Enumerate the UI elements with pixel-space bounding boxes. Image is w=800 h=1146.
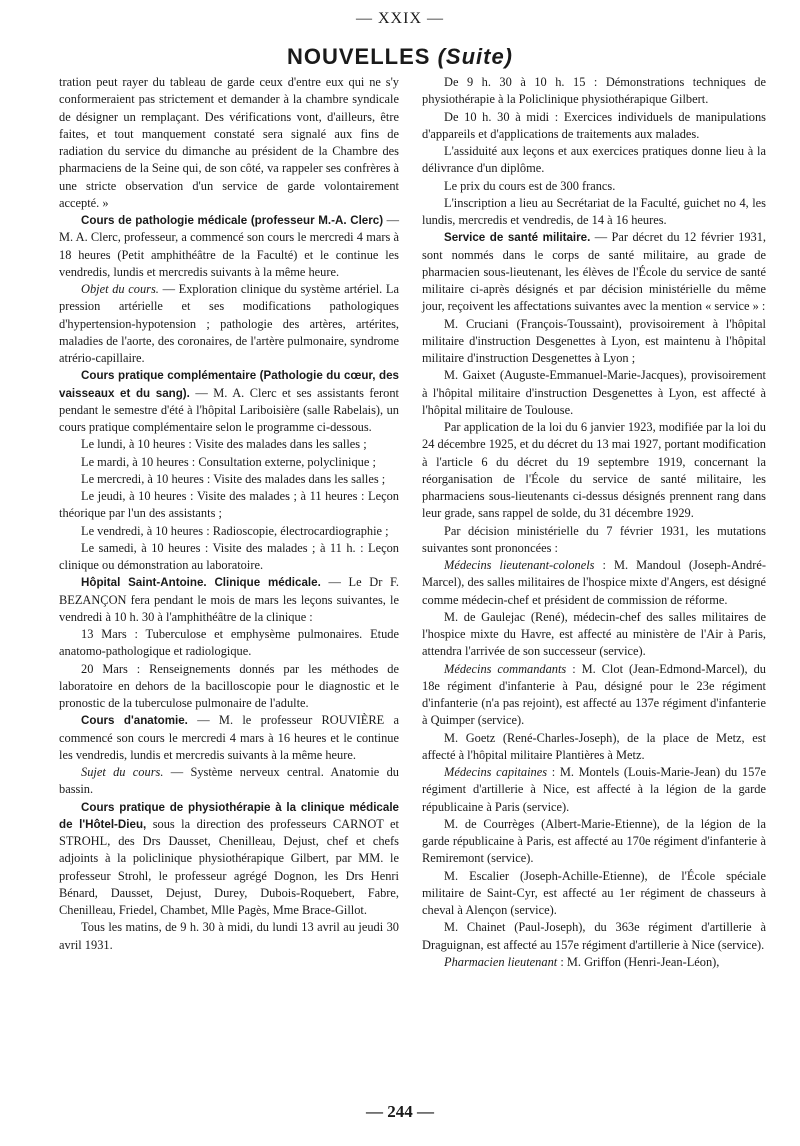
paragraph-text: — Système nerveux central. Anatomie du bassin.	[59, 765, 399, 797]
paragraph	[422, 730, 766, 765]
paragraph	[422, 229, 766, 315]
section-title-main: NOUVELLES	[286, 44, 431, 69]
paragraph	[59, 74, 399, 212]
paragraph	[59, 712, 399, 764]
paragraph-text: : M. Griffon (Henri-Jean-Léon),	[557, 954, 720, 969]
left-column	[59, 74, 399, 954]
paragraph-text: L'assiduité aux leçons et aux exercices pratiques donne lieu à la délivrance d'un diplôme.	[422, 144, 766, 176]
paragraph-text: — Le Dr F. BEZANÇON fera pendant le mois de mars les leçons suivantes, le vendredi à 10 h. 30 à l'amphithéâtre de la clinique :	[59, 575, 399, 624]
paragraph	[59, 523, 399, 540]
paragraph-heading: Cours d'anatomie.	[81, 714, 188, 728]
paragraph-text: M. Chainet (Paul-Joseph), du 363e régiment d'artillerie à Draguignan, est affecté au 157e régiment d'artillerie à Nice (service).	[422, 920, 766, 952]
paragraph-text: L'inscription a lieu au Secrétariat de la Faculté, guichet no 4, les lundis, mercredis et vendredis, de 14 à 16 heures.	[422, 195, 766, 227]
paragraph	[422, 523, 766, 558]
paragraph	[422, 868, 766, 920]
paragraph-text: Le prix du cours est de 300 francs.	[444, 178, 616, 193]
paragraph-text: tration peut rayer du tableau de garde ceux d'entre eux qui ne s'y conformeraient pas strictement et demander à la chambre syndicale de désigner un remplaçant. Des vérifications vont, d'ailleurs, être faites, et tout manquement constaté sera signalé aux fins de radiation du service du dimanche au président de la Chambre des pharmaciens de la Seine qui, de son côté, va rappeler ses confrères à une stricte observation d'un service de garde volontairement accepté. »	[59, 75, 399, 210]
paragraph	[422, 609, 766, 661]
page-number-roman: — XXIX —	[356, 10, 444, 27]
paragraph-text: : M. Montels (Louis-Marie-Jean) du 157e régiment d'artillerie à Nice, est affecté à la légion de la garde républicaine à Paris (service).	[422, 765, 766, 814]
paragraph	[422, 919, 766, 954]
paragraph	[422, 74, 766, 109]
paragraph-italic-lead: Sujet du cours.	[81, 765, 164, 779]
paragraph	[59, 919, 399, 954]
paragraph-text: — M. A. Clerc et ses assistants feront pendant le semestre d'été à l'hôpital Lariboisière (salle Rabelais), un cours pratique complémentaire selon le programme ci-dessous.	[59, 385, 400, 434]
paragraph	[422, 419, 766, 523]
paragraph	[59, 281, 399, 367]
paragraph	[422, 195, 766, 230]
paragraph-italic-lead: Objet du cours.	[81, 282, 159, 296]
paragraph	[422, 557, 766, 609]
paragraph	[59, 799, 399, 920]
paragraph-text: Par application de la loi du 6 janvier 1923, modifiée par la loi du 24 décembre 1925, et du décret du 13 mai 1927, portant modification à l'article 6 du décret du 19 septembre 1919, concernant la réorganisation de l'École du service de santé militaire, les pharmaciens sous-lieutenants ci-dessus désignés prennent rang dans leur grade, sans rappel de solde, du 31 décembre 1929.	[422, 420, 766, 521]
paragraph-text: Le jeudi, à 10 heures : Visite des malades ; à 11 heures : Leçon théorique par l'un des assistants ;	[59, 489, 399, 521]
paragraph-heading: Cours de pathologie médicale (professeur M.-A. Clerc)	[81, 214, 384, 227]
paragraph-text: M. de Courrèges (Albert-Marie-Etienne), de la légion de la garde républicaine à Paris, est affecté au 170e régiment d'infanterie à Remiremont (service).	[422, 816, 766, 866]
paragraph-text: — M. le professeur ROUVIÈRE a commencé son cours le mercredi 4 mars à 16 heures et le continue les vendredis, lundis et mercredis suivants à la même heure.	[59, 713, 399, 762]
paragraph-text: Tous les matins, de 9 h. 30 à midi, du lundi 13 avril au jeudi 30 avril 1931.	[59, 920, 399, 952]
paragraph	[59, 454, 399, 471]
paragraph-text: 20 Mars : Renseignements donnés par les méthodes de laboratoire en dehors de la bacilloscopie pour le diagnostic et le pronostic de la tuberculose pulmonaire de l'adulte.	[59, 661, 399, 710]
paragraph	[422, 661, 766, 730]
right-column	[422, 74, 766, 971]
paragraph	[59, 212, 399, 281]
paragraph-text: Le mercredi, à 10 heures : Visite des malades dans les salles ;	[81, 471, 386, 486]
paragraph	[422, 954, 766, 971]
paragraph-text: — Exploration clinique du système artériel. La pression artérielle et ses modifications pathologiques d'hypertension-hypotension ; pathologie des artères, artérites, maladies de l'aorte, des coronaires, de l'artère pulmonaire, syndrome atrério-capillaire.	[59, 282, 399, 365]
paragraph	[59, 626, 399, 661]
paragraph-text: De 10 h. 30 à midi : Exercices individuels de manipulations d'appareils et d'applications de traitements aux malades.	[422, 109, 766, 141]
paragraph	[59, 436, 399, 453]
paragraph-text: Le lundi, à 10 heures : Visite des malades dans les salles ;	[81, 437, 367, 452]
paragraph	[422, 367, 766, 419]
paragraph-text: : M. Mandoul (Joseph-André-Marcel), des salles militaires de l'hospice mixte d'Angers, est désigné comme médecin-chef et président de commission de réforme.	[422, 558, 766, 607]
paragraph	[59, 471, 399, 488]
paragraph	[59, 574, 399, 626]
paragraph	[59, 661, 399, 713]
paragraph-heading: Hôpital Saint-Antoine. Clinique médicale.	[81, 576, 321, 590]
paragraph-text: : M. Clot (Jean-Edmond-Marcel), du 18e régiment d'infanterie à Pau, désigné pour le 23e régiment d'infanterie (n'a pas rejoint), est affecté au 137e régiment d'infanterie à Quimper (service).	[422, 661, 766, 728]
paragraph-italic-lead: Pharmacien lieutenant	[444, 954, 558, 969]
paragraph-text: 13 Mars : Tuberculose et emphysème pulmonaires. Etude anatomo-pathologique et radiologique.	[59, 627, 399, 659]
section-title	[0, 44, 800, 70]
paragraph	[422, 316, 766, 368]
paragraph-heading: Service de santé militaire.	[444, 231, 591, 245]
paragraph-text: De 9 h. 30 à 10 h. 15 : Démonstrations techniques de physiothérapie à la Policlinique physiothérapique Gilbert.	[422, 75, 766, 107]
paragraph	[422, 764, 766, 816]
paragraph-text: M. Goetz (René-Charles-Joseph), de la place de Metz, est affecté à l'hôpital militaire Plantières à Metz.	[422, 730, 766, 762]
paragraph	[422, 178, 766, 195]
paragraph-text: sous la direction des professeurs CARNOT et STROHL, des Drs Dausset, Chenilleau, Dejust, chef et chefs adjoints à la policlinique physiothérapique Gilbert, par MM. le professeur Strohl, le professeur agrégé Dognon, les Drs Henri Bénard, Dausset, Dejust, Durey, Dubois-Roquebert, Fabre, Chenilleau, Friedel, Chambet, Mlle Pagès, Mme Brace-Gillot.	[59, 816, 399, 917]
paragraph	[422, 143, 766, 178]
paragraph-heading: Cours pratique complémentaire (Pathologie du cœur, des vaisseaux et du sang).	[59, 369, 399, 400]
paragraph-text: M. Gaixet (Auguste-Emmanuel-Marie-Jacques), provisoirement à l'hôpital militaire d'instruction Desgenettes à Lyon, est affecté à l'hôpital militaire de Toulouse.	[422, 368, 766, 417]
paragraph	[59, 488, 399, 523]
paragraph	[59, 540, 399, 575]
paragraph-italic-lead: Médecins commandants	[444, 661, 567, 676]
paragraph-text: Le mardi, à 10 heures : Consultation externe, polyclinique ;	[81, 454, 376, 469]
paragraph-text: — Par décret du 12 février 1931, sont nommés dans le corps de santé militaire, au grade de pharmacien sous-lieutenant, les élèves de l'École du service de santé militaire ci-après désignés et par décision ministérielle du même jour, reçoivent les affectations suivantes avec la mention « service » :	[422, 230, 767, 314]
paragraph-text: Le samedi, à 10 heures : Visite des malades ; à 11 h. : Leçon clinique ou démonstration au laboratoire.	[59, 540, 399, 572]
section-title-suite: (Suite)	[437, 44, 514, 69]
paragraph-italic-lead: Médecins capitaines	[444, 765, 548, 779]
paragraph	[59, 764, 399, 799]
paragraph	[422, 109, 766, 144]
paragraph-text: Par décision ministérielle du 7 février 1931, les mutations suivantes sont prononcées :	[422, 523, 766, 555]
paragraph	[422, 816, 766, 868]
paragraph	[59, 367, 399, 436]
paragraph-text: M. de Gaulejac (René), médecin-chef des salles militaires de l'hospice mixte du Havre, est affecté au ministère de l'Air à Paris, attendra l'arrivée de son successeur (service).	[422, 609, 766, 659]
page-number: — 244 —	[366, 1102, 434, 1121]
paragraph-italic-lead: Médecins lieutenant-colonels	[444, 558, 595, 572]
paragraph-heading: Cours pratique de physiothérapie à la clinique médicale de l'Hôtel-Dieu,	[59, 800, 399, 831]
paragraph-text: M. Escalier (Joseph-Achille-Etienne), de l'École spéciale militaire de Saint-Cyr, est affecté au 1er régiment de chasseurs à cheval à Alençon (service).	[422, 868, 766, 917]
paragraph-text: — M. A. Clerc, professeur, a commencé son cours le mercredi 4 mars à 18 heures (Petit amphithéâtre de la Faculté) et le continue les vendredis, lundis et mercredis suivants à la même heure.	[59, 213, 399, 279]
paragraph-text: Le vendredi, à 10 heures : Radioscopie, électrocardiographie ;	[81, 523, 389, 538]
paragraph-text: M. Cruciani (François-Toussaint), provisoirement à l'hôpital militaire d'instruction Desgenettes à Lyon, est maintenu à l'hôpital militaire d'instruction Desgenettes à Lyon ;	[422, 316, 766, 365]
